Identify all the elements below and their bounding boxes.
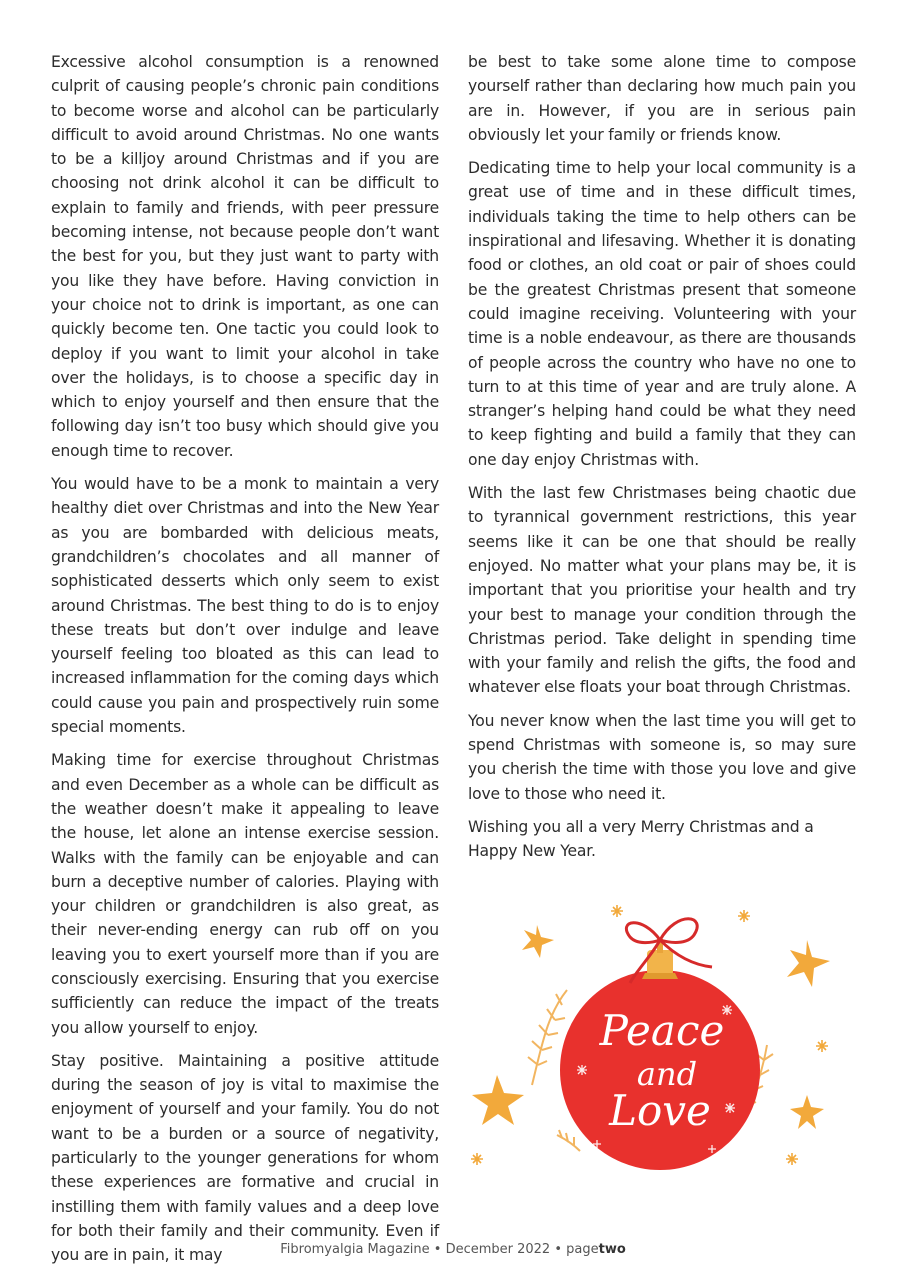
christmas-ornament-illustration [462, 895, 842, 1185]
footer-separator: • [429, 1242, 446, 1257]
footer-separator: • [550, 1242, 567, 1257]
footer-page-number: two [598, 1242, 626, 1257]
article-left-column [51, 50, 439, 1277]
leaf-sprig-bottom-icon [557, 1130, 580, 1151]
paragraph-alcohol: Excessive alcohol consumption is a renowned culprit of causing people’s chronic pain conditions to become worse and alcohol can be particularly difficult to avoid around Christmas. No one wants to be a killjoy around Christmas and if you are choosing not drink alcohol it can be difficult to explain to family and friends, with peer pressure becoming intense, not because people don’t want the best for you, but they just want to party with you like they have before. Having conviction in your choice not to drink is important, as one can quickly become ten. One tactic you could look to deploy if you want to limit your alcohol in take over the holidays, is to choose a specific day in which to enjoy yourself and then ensure that the following day isn’t too busy which should give you enough time to recover. [51, 53, 439, 460]
paragraph-alone-time: be best to take some alone time to compose yourself rather than declaring how much pain you are in. However, if you are in serious pain obviously let your family or friends know. [468, 53, 856, 144]
footer-page-prefix: page [566, 1242, 599, 1257]
footer-date: December 2022 [445, 1242, 551, 1257]
article-right-column [468, 50, 856, 873]
paragraph-exercise: Making time for exercise throughout Christmas and even December as a whole can be difficult as the weather doesn’t make it appealing to leave the house, let alone an intense exercise session. Walks with the family can be enjoyable and can burn a deceptive number of calories. Playing with your children or grandchildren is also great, as their never-ending energy can rub off on you leaving you to exert yourself more than if you are consciously exercising. Ensuring that you exercise sufficiently can reduce the impact of the treats you allow yourself to enjoy. [51, 751, 439, 1037]
paragraph-community: Dedicating time to help your local community is a great use of time and in these difficult times, individuals taking the time to help others can be inspirational and lifesaving. Whether it is donating food or clothes, an old coat or pair of shoes could be the greatest Christmas present that someone could imagine receiving. Volunteering with your time is a noble endeavour, as there are thousands of people across the country who have no one to turn to at this time of year and are truly alone. A stranger’s helping hand could be what they need to keep fighting and build a family that they can one day enjoy Christmas with. [468, 159, 856, 469]
ornament-word-and: and [636, 1055, 698, 1093]
page-footer [0, 1242, 906, 1257]
paragraph-cherish: You never know when the last time you will get to spend Christmas with someone is, so may sure you cherish the time with those you love and give love to those who need it. [468, 711, 856, 803]
ornament-word-peace: Peace [599, 1006, 725, 1055]
paragraph-restrictions: With the last few Christmases being chaotic due to tyrannical government restrictions, this year seems like it can be one that should be really enjoyed. No matter what your plans may be, it is important that you prioritise your health and try your best to manage your condition through the Christmas period. Take delight in spending time with your family and relish the gifts, the food and whatever else floats your boat through Christmas. [468, 484, 856, 697]
ornament-word-love: Love [609, 1086, 711, 1135]
paragraph-positive: Stay positive. Maintaining a positive attitude during the season of joy is vital to maximise the enjoyment of yourself and your family. You do not want to be a burden or a source of negativity, particularly to the younger generations for whom these experiences are formative and crucial in instilling them with family values and a deep love for both their family and their community. Even if you are in pain, it may [51, 1051, 439, 1265]
paragraph-diet: You would have to be a monk to maintain a very healthy diet over Christmas and into the New Year as you are bombarded with delicious meats, grandchildren’s chocolates and all manner of sophisticated desserts which only seem to exist around Christmas. The best thing to do is to enjoy these treats but don’t over indulge and leave yourself feeling too bloated as this can lead to increased inflammation for the coming days which could cause you pain and prospectively ruin some special moments. [51, 475, 439, 737]
footer-magazine-name: Fibromyalgia Magazine [280, 1242, 430, 1257]
paragraph-wishes: Wishing you all a very Merry Christmas and a Happy New Year. [468, 817, 814, 861]
